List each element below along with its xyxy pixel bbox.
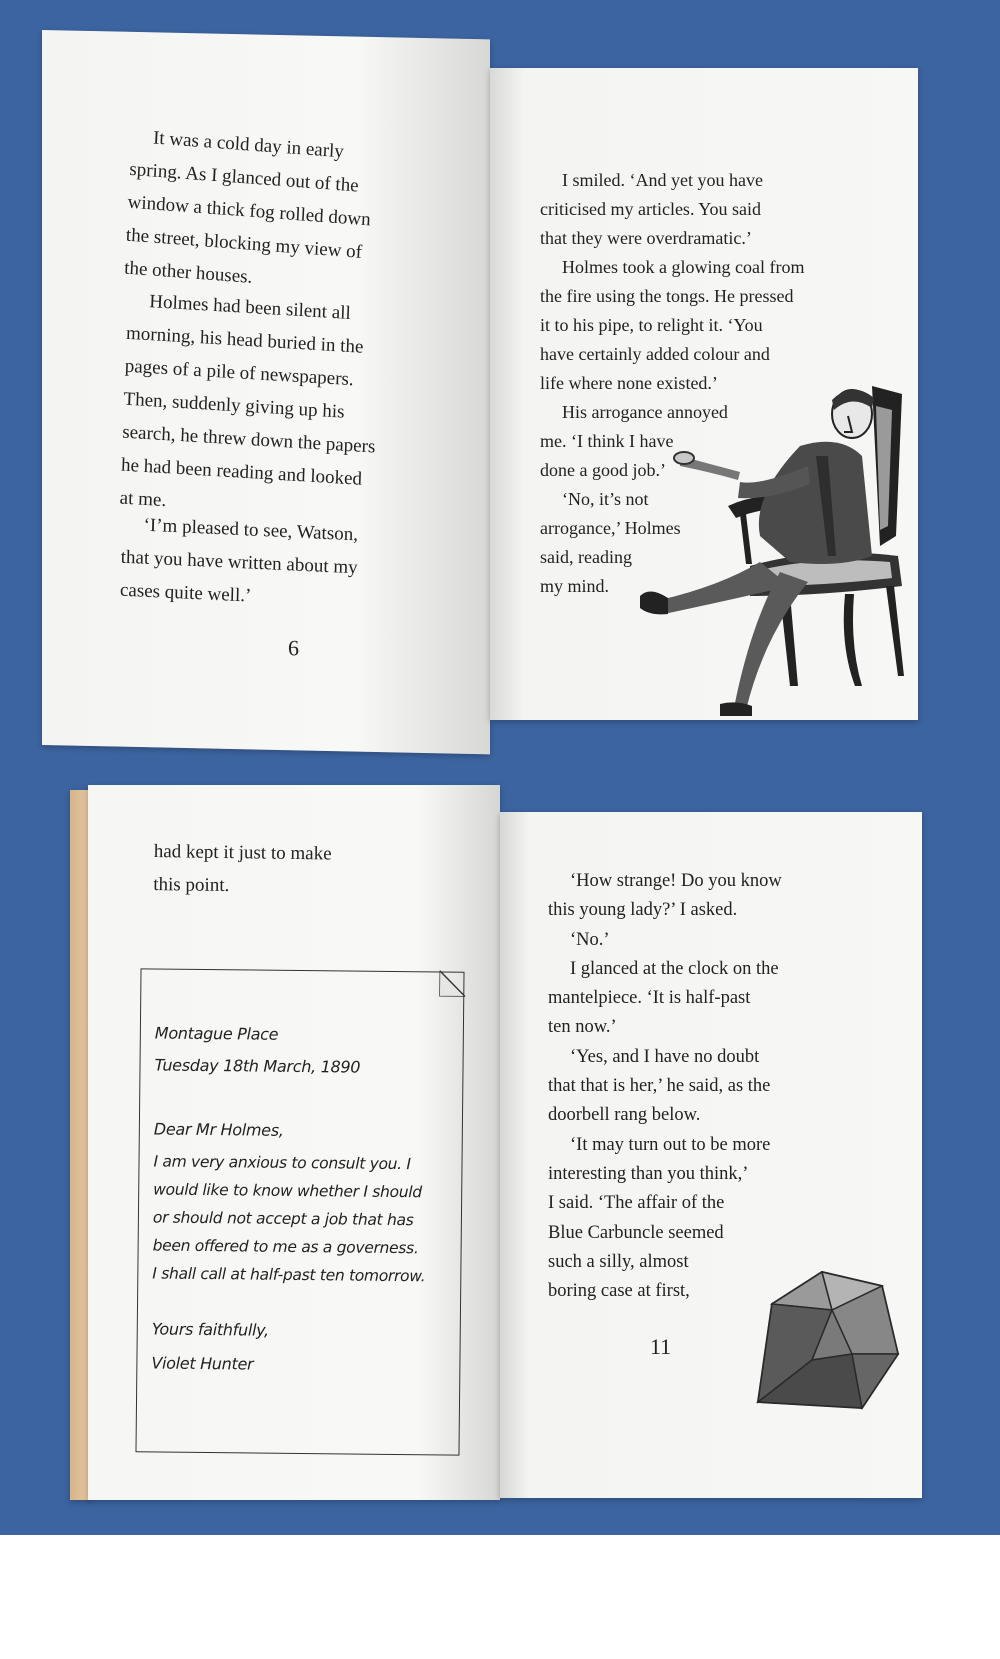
paragraph-line: that that is her,’ he said, as the — [548, 1076, 771, 1097]
paragraph-line: Then, suddenly giving up his — [123, 388, 345, 423]
paragraph-line: ten now.’ — [548, 1017, 617, 1038]
letter-signature: Violet Hunter — [151, 1353, 254, 1374]
paragraph-line: said, reading — [540, 547, 632, 567]
letter-line: or should not accept a job that has — [152, 1208, 414, 1230]
page-6-text — [120, 508, 359, 618]
folded-corner-icon — [439, 970, 465, 996]
paragraph-line: me. ‘I think I have — [540, 431, 674, 451]
page-number: 6 — [288, 635, 299, 661]
paragraph-line: that they were overdramatic.’ — [540, 228, 752, 248]
paragraph-line: the street, blocking my view of — [125, 224, 363, 263]
paragraph-line: this young lady?’ I asked. — [548, 900, 738, 921]
page-6-text — [119, 284, 381, 530]
letter-greeting: Dear Mr Holmes, — [153, 1119, 284, 1140]
paragraph-line: Holmes took a glowing coal from — [562, 257, 805, 277]
gemstone-illustration — [752, 1264, 902, 1414]
letter-line: been offered to me as a governess. — [152, 1236, 419, 1258]
letter-closing: Yours faithfully, — [151, 1319, 269, 1340]
paragraph-line: Blue Carbuncle seemed — [548, 1222, 724, 1243]
paragraph-line: ‘How strange! Do you know — [570, 871, 782, 891]
paragraph-line: spring. As I glanced out of the — [128, 158, 360, 197]
paragraph-line: morning, his head buried in the — [125, 322, 364, 358]
paragraph-line: it to his pipe, to relight it. ‘You — [540, 315, 763, 335]
paragraph-line: pages of a pile of newspapers. — [124, 355, 355, 391]
letter-line: I am very anxious to consult you. I — [153, 1152, 411, 1174]
paragraph-line: search, he threw down the papers — [121, 421, 376, 458]
paragraph-line: cases quite well.’ — [119, 579, 252, 607]
paragraph-line: ‘No, it’s not — [562, 489, 649, 509]
paragraph-line: ‘Yes, and I have no doubt — [570, 1046, 760, 1067]
paragraph-line: criticised my articles. You said — [540, 199, 761, 219]
paragraph-line: that you have written about my — [120, 546, 358, 579]
letter-body — [152, 1147, 426, 1290]
letter-line: would like to know whether I should — [153, 1180, 422, 1202]
paragraph-line: arrogance,’ Holmes — [540, 518, 681, 538]
paragraph-line: he had been reading and looked — [120, 454, 363, 490]
paragraph-line: ‘It may turn out to be more — [570, 1134, 771, 1155]
paragraph-line: at me. — [119, 487, 167, 512]
paragraph-line: doorbell rang below. — [548, 1105, 701, 1126]
paragraph-line: this point. — [153, 873, 230, 897]
book-page-7 — [490, 68, 918, 720]
paragraph-line: His arrogance annoyed — [562, 402, 728, 422]
paragraph-line: I said. ‘The affair of the — [548, 1193, 725, 1214]
handwritten-letter — [135, 968, 464, 1455]
letter-date: Tuesday 18th March, 1890 — [154, 1055, 361, 1077]
paragraph-line: mantelpiece. ‘It is half-past — [548, 988, 751, 1009]
page-6-text — [123, 120, 375, 302]
paragraph-line: the other houses. — [123, 257, 253, 288]
paragraph-line: ‘No.’ — [570, 929, 610, 950]
paragraph-line: done a good job.’ — [540, 460, 666, 480]
page-10-text — [153, 835, 332, 903]
page-11-text — [548, 867, 782, 1306]
page-number: 11 — [650, 1334, 672, 1359]
letter-line: I shall call at half-past ten tomorrow. — [152, 1264, 426, 1286]
paragraph-line: boring case at first, — [548, 1281, 690, 1302]
paragraph-line: I glanced at the clock on the — [570, 958, 779, 979]
paragraph-line: my mind. — [540, 576, 610, 596]
paragraph-line: such a silly, almost — [548, 1251, 689, 1272]
paragraph-line: the fire using the tongs. He pressed — [540, 286, 794, 306]
paragraph-line: have certainly added colour and — [540, 344, 770, 364]
paragraph-line: It was a cold day in early — [152, 127, 345, 163]
paragraph-line: life where none existed.’ — [540, 373, 718, 393]
paragraph-line: interesting than you think,’ — [548, 1163, 749, 1184]
paragraph-line: had kept it just to make — [153, 840, 332, 865]
paragraph-line: Holmes had been silent all — [148, 291, 352, 325]
paragraph-line: ‘I’m pleased to see, Watson, — [143, 514, 359, 546]
letter-address: Montague Place — [154, 1023, 279, 1044]
book-page-6 — [42, 30, 490, 754]
holmes-in-chair-illustration — [640, 386, 910, 716]
paragraph-line: I smiled. ‘And yet you have — [562, 170, 763, 190]
book-page-11 — [500, 812, 922, 1498]
book-page-10 — [88, 785, 500, 1500]
paragraph-line: window a thick fog rolled down — [127, 191, 372, 231]
